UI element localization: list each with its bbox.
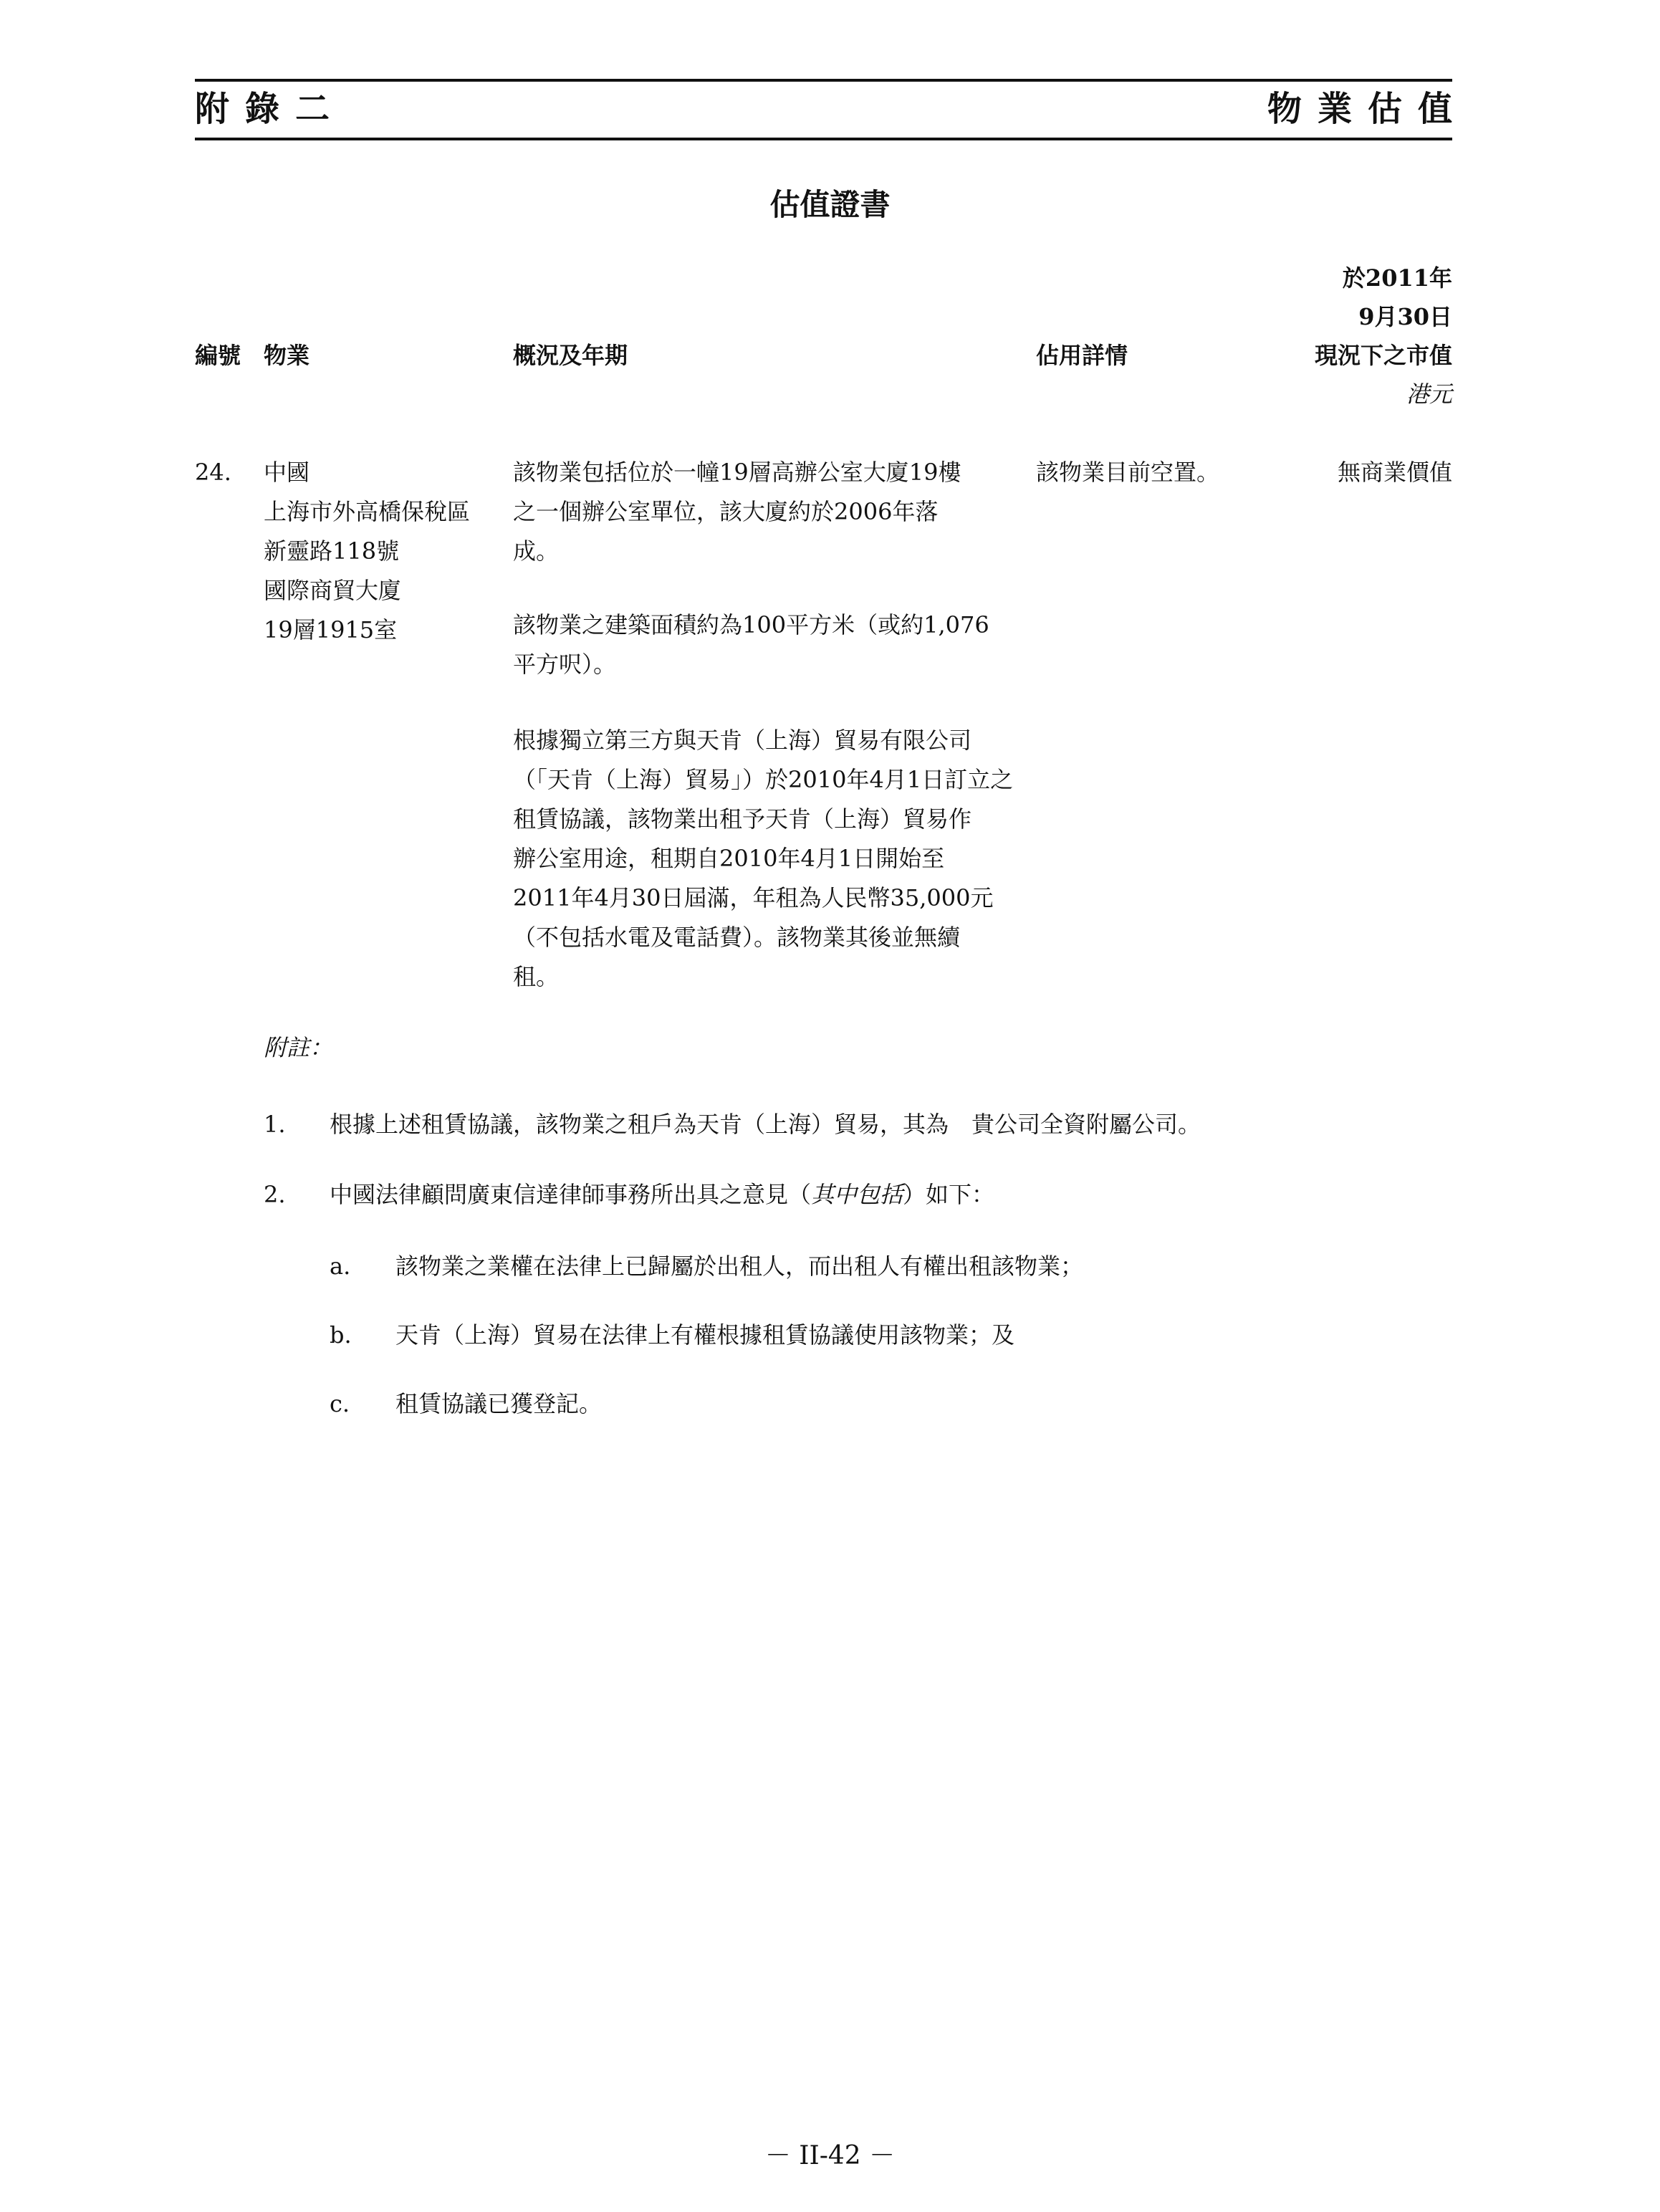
note-text-2-italic: 其中包括: [811, 1181, 903, 1208]
description-line: 根據獨立第三方與天肯（上海）貿易有限公司: [513, 727, 972, 754]
notes-heading: 附註：: [264, 1034, 333, 1061]
property-line: 國際商貿大廈: [264, 577, 402, 604]
description-paragraph-1: [513, 453, 961, 571]
note-number-1: 1.: [264, 1111, 286, 1138]
description-line: （不包括水電及電話費）。該物業其後並無續: [513, 924, 961, 951]
description-line: 成。: [513, 537, 560, 565]
occupancy-cell: 該物業目前空置。: [1036, 459, 1220, 486]
note-text-1: 根據上述租賃協議，該物業之租戶為天肯（上海）貿易，其為 貴公司全資附屬公司。: [330, 1111, 1201, 1138]
description-line: 該物業包括位於一幢19層高辦公室大廈19樓: [513, 459, 961, 486]
note-text-2: [330, 1175, 994, 1215]
description-line: 平方呎）。: [513, 651, 617, 678]
description-paragraph-2: [513, 605, 989, 684]
header-right-title: 物業估值: [1267, 89, 1468, 129]
page-number: － II-42 －: [764, 2141, 896, 2170]
property-address: [264, 453, 470, 650]
header-top-rule: [195, 79, 1452, 82]
property-header: 物業: [264, 342, 310, 369]
subitem-text-b: 天肯（上海）貿易在法律上有權根據租賃協議使用該物業；及: [395, 1321, 1015, 1349]
description-line: 之一個辦公室單位，該大廈約於2006年落: [513, 498, 939, 525]
description-header: 概況及年期: [513, 342, 628, 369]
subitem-text-c: 租賃協議已獲登記。: [395, 1390, 603, 1417]
value-header-line-3: 現況下之市值: [1314, 342, 1452, 369]
property-line: 19層1915室: [264, 616, 398, 643]
description-line: 租賃協議，該物業出租予天肯（上海）貿易作: [513, 805, 972, 833]
description-line: 辦公室用途，租期自2010年4月1日開始至: [513, 845, 945, 872]
description-line: 租。: [513, 963, 560, 990]
subitem-label-b: b.: [330, 1321, 352, 1349]
header-left-title: 附錄二: [195, 89, 346, 129]
description-line: 2011年4月30日屆滿，年租為人民幣35,000元: [513, 884, 994, 911]
note-text-2-after: ）如下：: [903, 1181, 995, 1208]
subitem-text-a: 該物業之業權在法律上已歸屬於出租人，而出租人有權出租該物業；: [395, 1253, 1084, 1280]
subitem-label-a: a.: [330, 1253, 351, 1280]
occupancy-header: 佔用詳情: [1036, 342, 1128, 369]
property-line: 中國: [264, 459, 310, 486]
header-bottom-rule: [195, 138, 1452, 140]
description-line: （「天肯（上海）貿易」）於2010年4月1日訂立之: [513, 766, 1014, 793]
description-paragraph-3: [513, 721, 1013, 997]
document-title: 估值證書: [769, 187, 891, 222]
note-number-2: 2.: [264, 1181, 286, 1208]
market-value-cell: 無商業價值: [1337, 459, 1452, 486]
value-unit: 港元: [1406, 380, 1452, 408]
row-number: 24.: [195, 459, 231, 486]
description-line: 該物業之建築面積約為100平方米（或約1,076: [513, 611, 989, 638]
property-line: 上海市外高橋保稅區: [264, 498, 471, 525]
value-header-line-1: 於2011年: [1342, 264, 1452, 292]
value-header-line-2: 9月30日: [1358, 303, 1452, 330]
subitem-label-c: c.: [330, 1390, 350, 1417]
note-text-2-before: 中國法律顧問廣東信達律師事務所出具之意見（: [330, 1181, 812, 1208]
number-header: 編號: [195, 342, 241, 369]
property-line: 新靈路118號: [264, 537, 400, 565]
